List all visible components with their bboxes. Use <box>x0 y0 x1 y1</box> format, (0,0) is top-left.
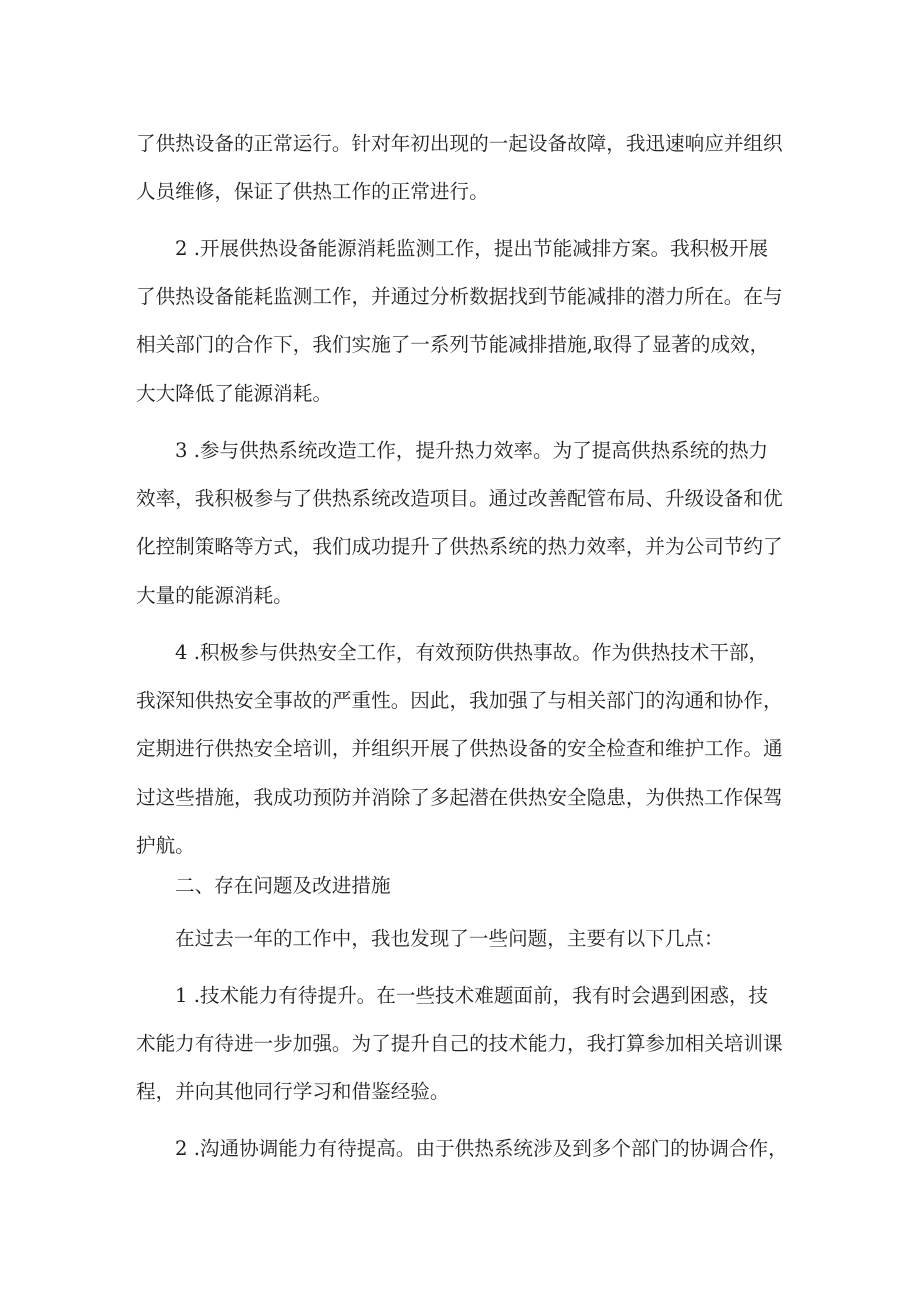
paragraph-4-line-3: 定期进行供热安全培训，并组织开展了供热设备的安全检查和维护工作。通 <box>136 737 783 760</box>
section-heading: 二、存在问题及改进措施 <box>175 874 391 897</box>
paragraph-2-line-2: 了供热设备能耗监测工作，并通过分析数据找到节能减排的潜力所在。在与 <box>136 285 783 308</box>
paragraph-3-line-2: 效率，我积极参与了供热系统改造项目。通过改善配管布局、升级设备和优 <box>136 487 783 510</box>
paragraph-2-line-4: 大大降低了能源消耗。 <box>136 382 332 405</box>
paragraph-4-line-5: 护航。 <box>136 834 195 857</box>
paragraph-1-line-2: 人员维修，保证了供热工作的正常进行。 <box>136 180 489 203</box>
paragraph-5-line-1: 在过去一年的工作中，我也发现了一些问题，主要有以下几点： <box>175 927 724 950</box>
paragraph-6-line-1: 1 .技术能力有待提升。在一些技术难题面前，我有时会遇到困惑，技 <box>175 984 769 1007</box>
paragraph-4-line-4: 过这些措施，我成功预防并消除了多起潜在供热安全隐患，为供热工作保驾 <box>136 786 783 809</box>
paragraph-4-line-1: 4 .积极参与供热安全工作，有效预防供热事故。作为供热技术干部， <box>175 641 769 664</box>
paragraph-6-line-2: 术能力有待进一步加强。为了提升自己的技术能力，我打算参加相关培训课 <box>136 1032 783 1055</box>
paragraph-7-line-1: 2 .沟通协调能力有待提高。由于供热系统涉及到多个部门的协调合作， <box>175 1137 788 1160</box>
paragraph-2-line-3: 相关部门的合作下，我们实施了一系列节能减排措施,取得了显著的成效， <box>136 333 770 356</box>
paragraph-3-line-4: 大量的能源消耗。 <box>136 584 293 607</box>
paragraph-4-line-2: 我深知供热安全事故的严重性。因此，我加强了与相关部门的沟通和协作， <box>136 689 783 712</box>
paragraph-3-line-3: 化控制策略等方式，我们成功提升了供热系统的热力效率，并为公司节约了 <box>136 535 783 558</box>
paragraph-3-line-1: 3 .参与供热系统改造工作，提升热力效率。为了提高供热系统的热力 <box>175 439 769 462</box>
paragraph-1-line-1: 了供热设备的正常运行。针对年初出现的一起设备故障，我迅速响应并组织 <box>136 132 783 155</box>
paragraph-6-line-3: 程，并向其他同行学习和借鉴经验。 <box>136 1080 450 1103</box>
paragraph-2-line-1: 2 .开展供热设备能源消耗监测工作，提出节能减排方案。我积极开展 <box>175 237 769 260</box>
